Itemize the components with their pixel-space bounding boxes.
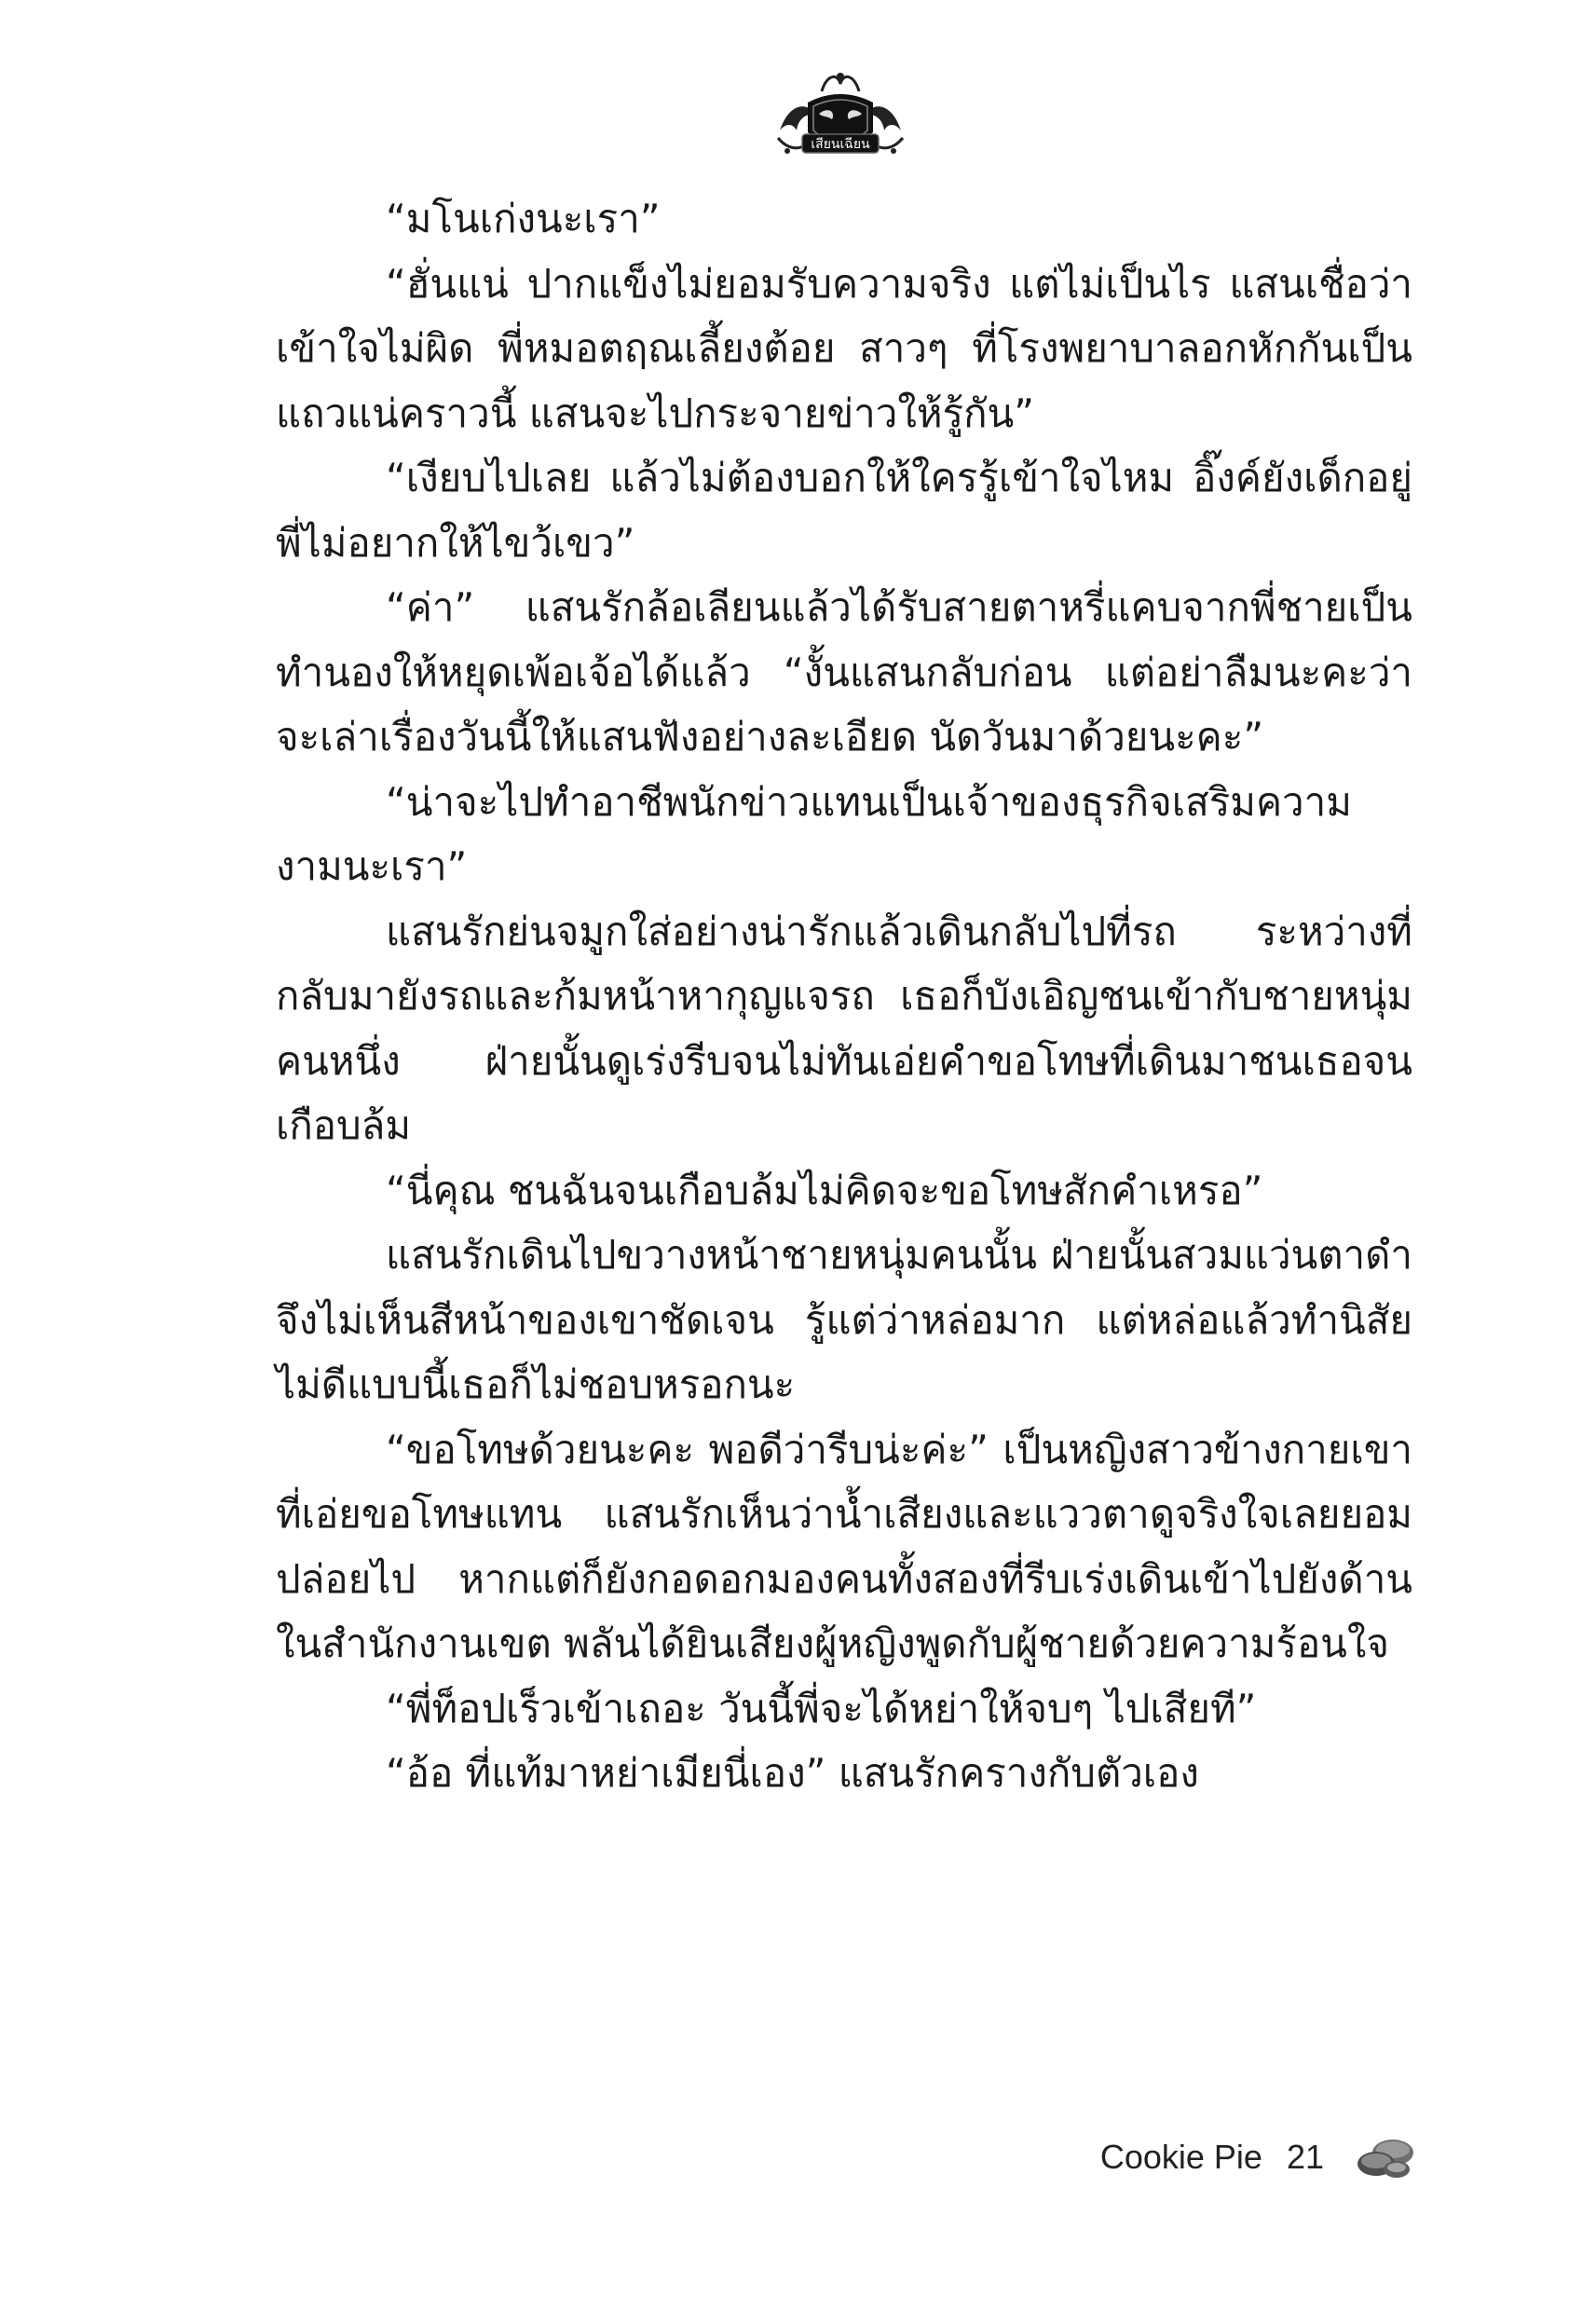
paragraph: “น่าจะไปทำอาชีพนักข่าวแทนเป็นเจ้าของธุรกิจเสริมความงามนะเรา” [276,778,1352,889]
paragraph: “อ้อ ที่แท้มาหย่าเมียนี่เอง” แสนรักครางกับตัวเอง [386,1750,1199,1796]
paragraph: “นี่คุณ ชนฉันจนเกือบล้มไม่คิดจะขอโทษสักคำเหรอ” [386,1167,1263,1213]
paragraph: แสนรักเดินไปขวางหน้าชายหนุ่มคนนั้น ฝ่ายนั้นสวมแว่นตาดำจึงไม่เห็นสีหน้าของเขาชัดเจน รู้แต่ว่าหล่อมาก แต่หล่อแล้วทำนิสัยไม่ดีแบบนี้เธอก็ไม่ชอบหรอกนะ [276,1232,1412,1407]
emblem-text: เสียนเฉียน [811,137,870,152]
page-number: 21 [1286,2138,1324,2176]
paragraph: “พี่ท็อปเร็วเข้าเถอะ วันนี้พี่จะได้หย่าให้จบๆ ไปเสียที” [386,1685,1257,1731]
header-emblem [771,65,910,168]
paragraph: แสนรักย่นจมูกใส่อย่างน่ารักแล้วเดินกลับไปที่รถ ระหว่างที่กลับมายังรถและก้มหน้าหากุญแจรถ เธอก็บังเอิญชนเข้ากับชายหนุ่มคนหนึ่ง ฝ่ายนั้นดูเร่งรีบจนไม่ทันเอ่ยคำขอโทษที่เดินมาชนเธอจนเกือบล้ม [276,908,1412,1148]
body-text [276,186,1412,1806]
page-footer [1100,2134,1419,2181]
paragraph: “มโนเก่งนะเรา” [386,196,661,241]
cookie-icon [1354,2134,1419,2181]
ornamental-crest-icon [771,65,910,168]
paragraph: “ขอโทษด้วยนะคะ พอดีว่ารีบน่ะค่ะ” เป็นหญิงสาวข้างกายเขาที่เอ่ยขอโทษแทน แสนรักเห็นว่าน้ำเสียงและแววตาดูจริงใจเลยยอมปล่อยไป หากแต่ก็ยังกอดอกมองคนทั้งสองที่รีบเร่งเดินเข้าไปยังด้านในสำนักงานเขต พลันได้ยินเสียงผู้หญิงพูดกับผู้ชายด้วยความร้อนใจ [276,1426,1412,1666]
paragraph: “ฮั่นแน่ ปากแข็งไม่ยอมรับความจริง แต่ไม่เป็นไร แสนเชื่อว่าเข้าใจไม่ผิด พี่หมอตฤณเลี้ยงต้อย สาวๆ ที่โรงพยาบาลอกหักกันเป็นแถวแน่คราวนี้ แสนจะไปกระจายข่าวให้รู้กัน” [276,260,1412,436]
paragraph: “เงียบไปเลย แล้วไม่ต้องบอกให้ใครรู้เข้าใจไหม อิ๊งค์ยังเด็กอยู่ พี่ไม่อยากให้ไขว้เขว” [276,455,1412,566]
series-title: Cookie Pie [1099,2138,1262,2176]
paragraph: “ค่า” แสนรักล้อเลียนแล้วได้รับสายตาหรี่แคบจากพี่ชายเป็นทำนองให้หยุดเพ้อเจ้อได้แล้ว “งั้นแสนกลับก่อน แต่อย่าลืมนะคะว่าจะเล่าเรื่องวันนี้ให้แสนฟังอย่างละเอียด นัดวันมาด้วยนะคะ” [276,584,1412,759]
